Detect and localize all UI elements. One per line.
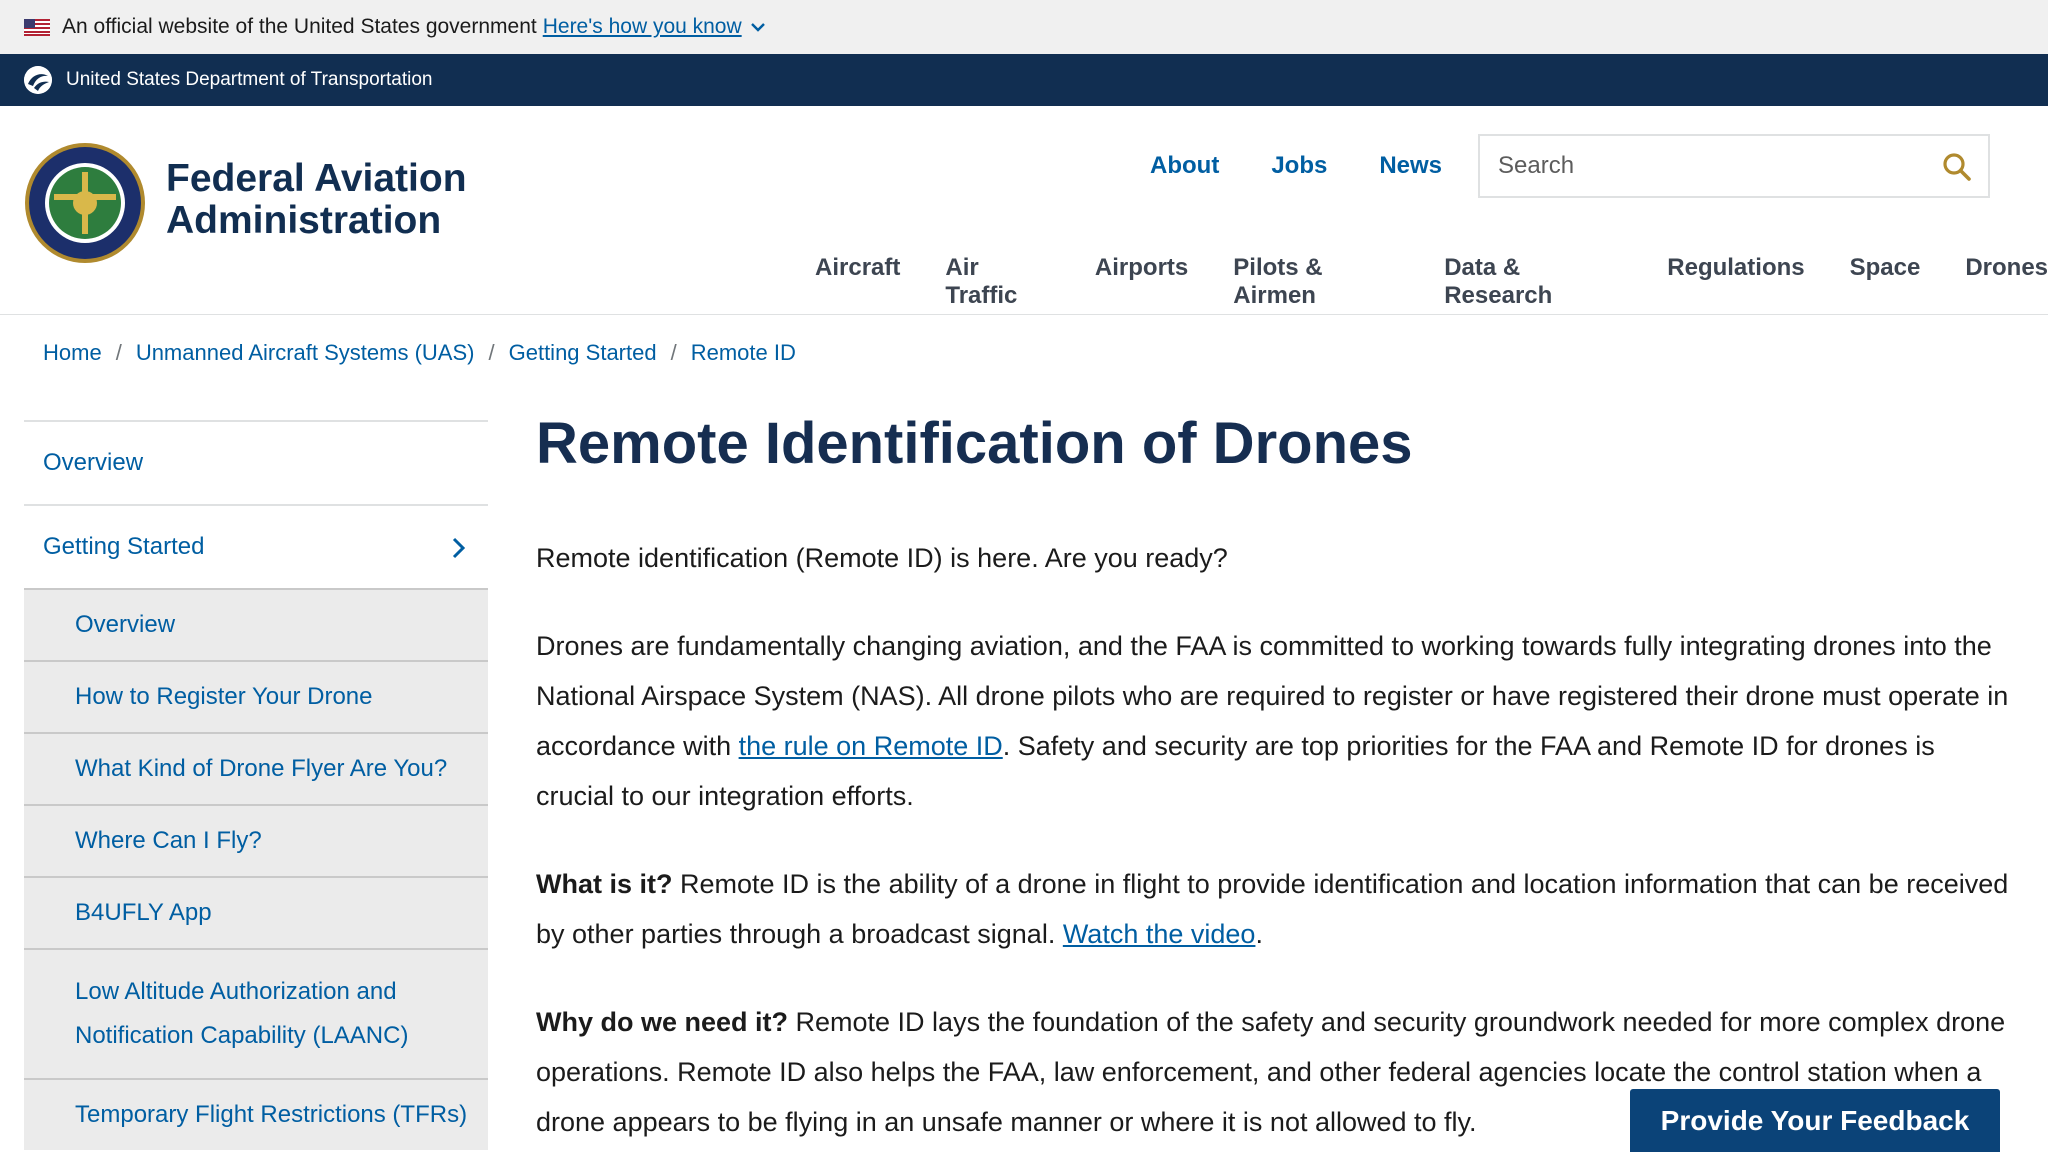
sidenav-sub-b4ufly[interactable]: B4UFLY App (24, 876, 488, 948)
side-nav (24, 420, 488, 1150)
drones-paragraph (536, 621, 2016, 821)
breadcrumb-separator: / (670, 340, 677, 365)
watch-video-link[interactable]: Watch the video (1062, 919, 1256, 949)
chevron-right-icon (448, 536, 468, 560)
page-title: Remote Identification of Drones (536, 411, 1413, 476)
breadcrumb-getting-started[interactable]: Getting Started (508, 340, 657, 365)
sidenav-sub-overview[interactable]: Overview (24, 588, 488, 660)
gov-banner (0, 0, 2048, 54)
site-title[interactable] (166, 158, 467, 242)
breadcrumb-separator: / (488, 340, 495, 365)
drones-paragraph-text: Drones are fundamentally changing aviation, and the FAA is committed to working towards fully integrating drones into the National Airspace System (NAS). All drone pilots who are required to register or have registered their drone must operate in accordance with (536, 631, 2009, 761)
main-nav-regulations[interactable]: Regulations (1667, 254, 1805, 281)
sidenav-item-label: Overview (43, 449, 144, 476)
search-icon[interactable] (1942, 152, 1972, 182)
breadcrumb (43, 340, 796, 366)
us-flag-icon (24, 19, 50, 36)
search-input[interactable] (1498, 152, 1918, 180)
sidenav-sub-laanc[interactable]: Low Altitude Authorization and Notification Capability (LAANC) (24, 948, 488, 1078)
site-title-line1: Federal Aviation (166, 157, 467, 200)
gov-banner-text: An official website of the United States government (62, 15, 537, 38)
breadcrumb-separator: / (115, 340, 122, 365)
breadcrumb-home[interactable]: Home (43, 340, 102, 365)
why-need-it-text: Remote ID lays the foundation of the safety and security groundwork needed for more complex drone operations. Remote ID also helps the FAA, law enforcement, and other federal agencies locate the control station when a drone appears to be flying in an unsafe manner or where it is not allowed to fly. (536, 1007, 2006, 1137)
main-nav-data-research[interactable]: Data & Research (1444, 254, 1553, 309)
main-nav-drones[interactable]: Drones (1965, 254, 2048, 281)
nav-about[interactable]: About (1150, 152, 1220, 179)
what-is-it-paragraph (536, 859, 2016, 959)
site-title-line2: Administration (166, 199, 442, 242)
main-nav-airports[interactable]: Airports (1094, 254, 1189, 281)
chevron-down-icon[interactable] (750, 19, 766, 35)
main-nav (815, 254, 2048, 310)
what-is-it-text: Remote ID is the ability of a drone in flight to provide identification and location information that can be received by other parties through a broadcast signal. (536, 869, 2009, 949)
search-box (1478, 134, 1990, 198)
sidenav-sub-tfrs[interactable]: Temporary Flight Restrictions (TFRs) (24, 1078, 488, 1150)
sidenav-sub-drone-flyer-type[interactable]: What Kind of Drone Flyer Are You? (24, 732, 488, 804)
utility-nav (1150, 152, 1442, 180)
heres-how-you-know-link[interactable]: Here's how you know (542, 15, 742, 38)
main-nav-space[interactable]: Space (1849, 254, 1921, 281)
nav-jobs[interactable]: Jobs (1271, 152, 1328, 179)
main-nav-air-traffic[interactable]: Air Traffic (945, 254, 1018, 309)
dot-logo-icon[interactable] (24, 66, 52, 94)
why-need-it-label: Why do we need it? (536, 1007, 789, 1037)
provide-feedback-button[interactable]: Provide Your Feedback (1630, 1089, 2000, 1152)
site-header (0, 106, 2048, 315)
what-is-it-label: What is it? (536, 869, 673, 899)
sidenav-item-getting-started[interactable] (24, 504, 488, 588)
breadcrumb-uas[interactable]: Unmanned Aircraft Systems (UAS) (135, 340, 475, 365)
main-nav-aircraft[interactable]: Aircraft (815, 254, 901, 281)
breadcrumb-current: Remote ID (690, 340, 796, 365)
rule-on-remote-id-link[interactable]: the rule on Remote ID (738, 731, 1003, 761)
nav-news[interactable]: News (1379, 152, 1443, 179)
sidenav-item-label: Getting Started (43, 533, 205, 560)
sidenav-sub-where-can-i-fly[interactable]: Where Can I Fly? (24, 804, 488, 876)
dot-bar (0, 54, 2048, 106)
main-nav-pilots-airmen[interactable]: Pilots & Airmen (1233, 254, 1323, 309)
drones-paragraph-text-end: . Safety and security are top priorities for the FAA and Remote ID for drones is crucial to our integration efforts. (536, 731, 1935, 811)
sidenav-sub-register-drone[interactable]: How to Register Your Drone (24, 660, 488, 732)
what-is-it-end: . (1255, 919, 1263, 949)
sidenav-item-overview[interactable] (24, 420, 488, 504)
intro-paragraph: Remote identification (Remote ID) is here. Are you ready? (536, 543, 1228, 573)
dot-bar-text[interactable]: United States Department of Transportation (66, 69, 433, 90)
faa-seal-icon[interactable] (24, 142, 146, 264)
main-content (536, 410, 2016, 1152)
